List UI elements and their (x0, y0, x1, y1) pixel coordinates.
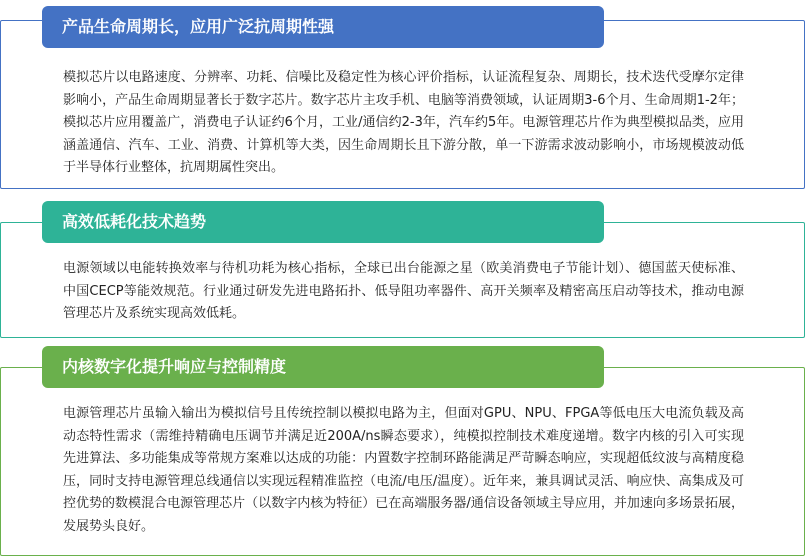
section-1-body: 模拟芯片以电路速度、分辨率、功耗、信噪比及稳定性为核心评价指标，认证流程复杂、周期长，技术迭代受摩尔定律影响小，产品生命周期显著长于数字芯片。数字芯片主攻手机、电脑等消费领域，认证周期3-6个月、生命周期1-2年；模拟芯片应用覆盖广，消费电子认证约6个月，工业/通信约2-3年，汽车约5年。电源管理芯片作为典型模拟品类，应用涵盖通信、汽车、工业、消费、计算机等大类，因生命周期长且下游分散，单一下游需求波动影响小，市场规模波动低于半导体行业整体，抗周期属性突出。 (63, 70, 744, 175)
section-2-body: 电源领域以电能转换效率与待机功耗为核心指标，全球已出台能源之星（欧美消费电子节能计划）、德国蓝天使标准、中国CECP等能效规范。行业通过研发先进电路拓扑、低导阻功率器件、高开关频率及精密高压启动等技术，推动电源管理芯片及系统实现高效低耗。 (63, 261, 744, 321)
section-3-body: 电源管理芯片虽输入输出为模拟信号且传统控制以模拟电路为主，但面对GPU、NPU、FPGA等低电压大电流负载及高动态特性需求（需维持精确电压调节并满足近200A/ns瞬态要求），纯模拟控制技术难度递增。数字内核的引入可实现先进算法、多功能集成等常规方案难以达成的功能：内置数字控制环路能满足严苛瞬态响应，实现超低纹波与高精度稳压，同时支持电源管理总线通信以实现远程精准监控（电流/电压/温度）。近年来，兼具调试灵活、响应快、高集成及可控优势的数模混合电源管理芯片（以数字内核为特征）已在高端服务器/通信设备领域主导应用，并加速向多场景拓展，发展势头良好。 (63, 406, 744, 534)
section-2-title: 高效低耗化技术趋势 (42, 201, 604, 243)
section-3-title: 内核数字化提升响应与控制精度 (42, 346, 604, 388)
section-1-title: 产品生命周期长，应用广泛抗周期性强 (42, 6, 604, 48)
section-card-3 (0, 367, 805, 556)
